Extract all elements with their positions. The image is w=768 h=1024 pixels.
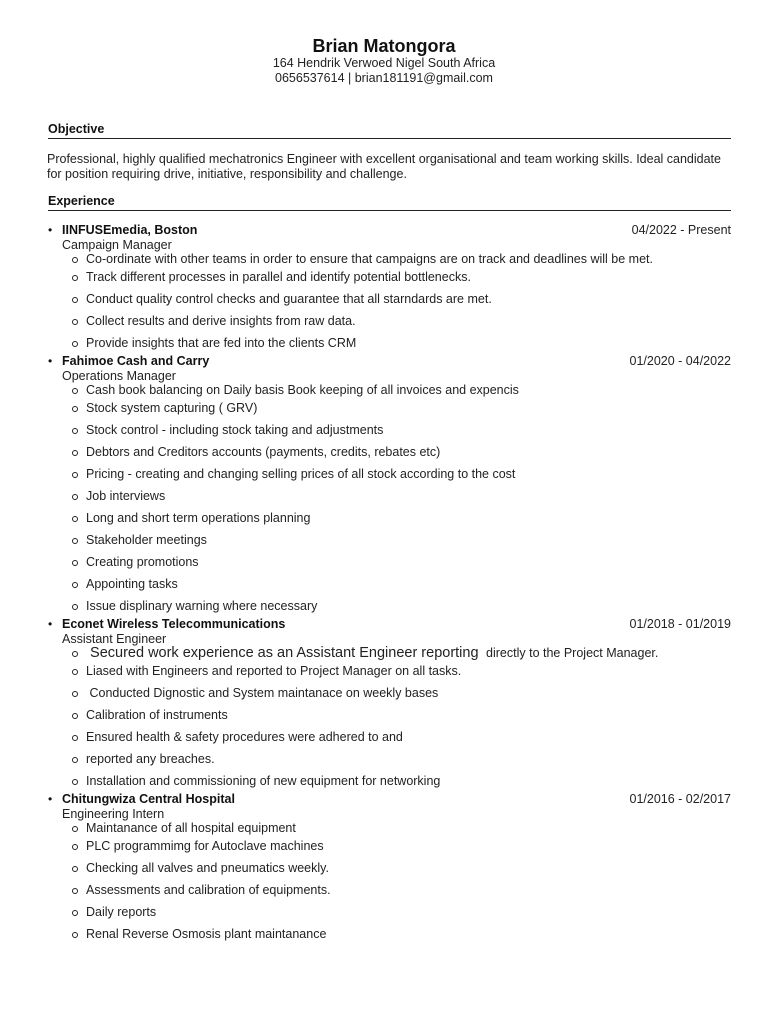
- duty-item: [86, 646, 731, 660]
- company-name: • Econet Wireless Telecommunications: [48, 617, 285, 632]
- job-role: Assistant Engineer: [62, 632, 167, 646]
- job-entry: [48, 617, 731, 792]
- duty-item: Job interviews: [86, 485, 731, 507]
- company-name: • Chitungwiza Central Hospital: [48, 792, 235, 807]
- duty-item: Liased with Engineers and reported to Project Manager on all tasks.: [86, 660, 731, 682]
- duty-item: Assessments and calibration of equipments.: [86, 879, 731, 901]
- resume-header: [0, 36, 768, 86]
- duty-item: Cash book balancing on Daily basis Book keeping of all invoices and expencis: [86, 383, 731, 397]
- job-role: Campaign Manager: [62, 238, 172, 252]
- objective-text: Professional, highly qualified mechatronics Engineer with excellent organisational and team working skills. Ideal candidate for position requiring drive, initiative, responsibility and challenge.: [47, 152, 721, 181]
- duty-item: reported any breaches.: [86, 748, 731, 770]
- duty-item: Stock system capturing ( GRV): [86, 397, 731, 419]
- job-role: Engineering Intern: [62, 807, 165, 821]
- duty-list: [48, 252, 731, 354]
- company-name: • Fahimoe Cash and Carry: [48, 354, 209, 369]
- duty-item: Creating promotions: [86, 551, 731, 573]
- duty-item: Conducted Dignostic and System maintanace on weekly bases: [86, 682, 731, 704]
- contact-line: 0656537614 | brian181191@gmail.com: [275, 71, 493, 85]
- duty-item: Track different processes in parallel and identify potential bottlenecks.: [86, 266, 731, 288]
- duty-item: Debtors and Creditors accounts (payments, credits, rebates etc): [86, 441, 731, 463]
- objective-heading: Objective: [48, 122, 731, 139]
- duty-item: Renal Reverse Osmosis plant maintanance: [86, 923, 731, 945]
- duty-list: [48, 383, 731, 617]
- duty-item: Provide insights that are fed into the clients CRM: [86, 332, 731, 354]
- duty-item: Long and short term operations planning: [86, 507, 731, 529]
- duty-item: Daily reports: [86, 901, 731, 923]
- candidate-name: Brian Matongora: [312, 36, 456, 56]
- duty-item: Collect results and derive insights from raw data.: [86, 310, 731, 332]
- duty-item: Calibration of instruments: [86, 704, 731, 726]
- duty-list: [48, 821, 731, 945]
- duty-item: Conduct quality control checks and guarantee that all starndards are met.: [86, 288, 731, 310]
- duty-item: Stock control - including stock taking and adjustments: [86, 419, 731, 441]
- job-role: Operations Manager: [62, 369, 176, 383]
- job-dates: 01/2018 - 01/2019: [629, 617, 731, 631]
- duty-item: Ensured health & safety procedures were adhered to and: [86, 726, 731, 748]
- duty-item: Issue displinary warning where necessary: [86, 595, 731, 617]
- duty-list: [48, 646, 731, 792]
- experience-list: [0, 223, 768, 945]
- company-name: • IINFUSEmedia, Boston: [48, 223, 197, 238]
- duty-text-large: Secured work experience as an Assistant Engineer reporting: [86, 645, 483, 661]
- job-entry: [48, 223, 731, 354]
- job-entry: [48, 354, 731, 617]
- experience-heading: Experience: [48, 194, 731, 211]
- duty-item: PLC programmimg for Autoclave machines: [86, 835, 731, 857]
- duty-item: Installation and commissioning of new equipment for networking: [86, 770, 731, 792]
- duty-item: Appointing tasks: [86, 573, 731, 595]
- job-dates: 01/2020 - 04/2022: [629, 354, 731, 368]
- duty-item: Pricing - creating and changing selling prices of all stock according to the cost: [86, 463, 731, 485]
- job-dates: 04/2022 - Present: [631, 223, 731, 237]
- duty-item: Maintanance of all hospital equipment: [86, 821, 731, 835]
- job-entry: [48, 792, 731, 945]
- address: 164 Hendrik Verwoed Nigel South Africa: [272, 56, 496, 70]
- duty-item: Stakeholder meetings: [86, 529, 731, 551]
- duty-item: Checking all valves and pneumatics weekly.: [86, 857, 731, 879]
- duty-item: Co-ordinate with other teams in order to ensure that campaigns are on track and deadlines will be met.: [86, 252, 731, 266]
- duty-text-small: directly to the Project Manager.: [482, 646, 659, 660]
- job-dates: 01/2016 - 02/2017: [629, 792, 731, 806]
